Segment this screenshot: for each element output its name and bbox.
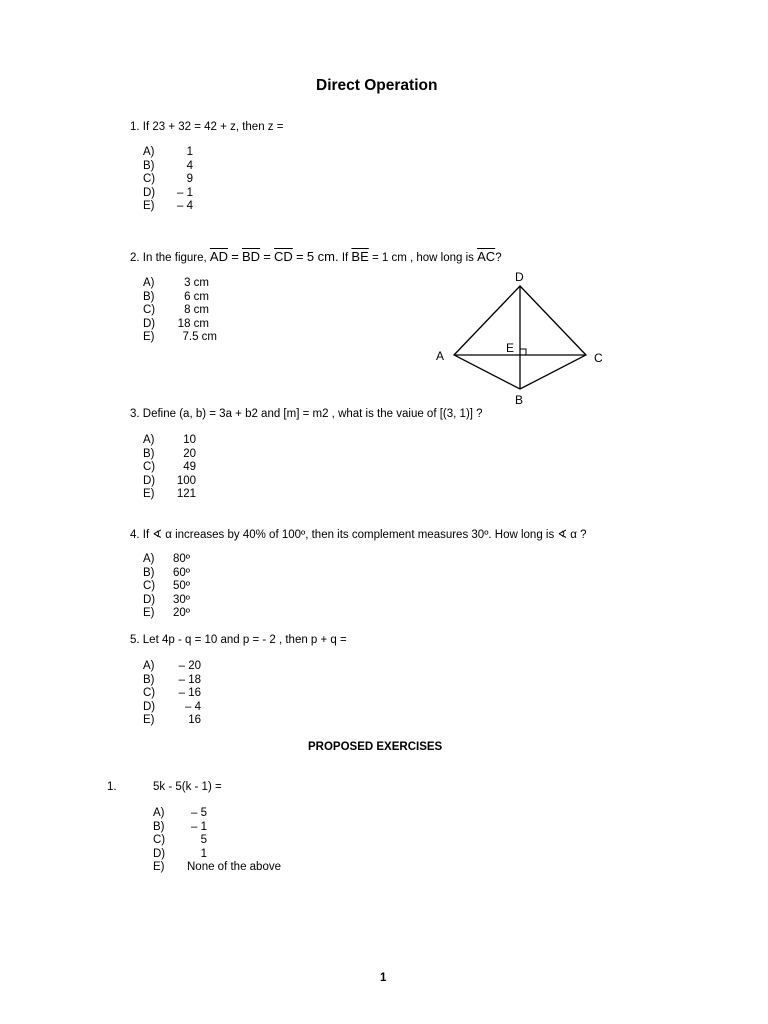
question-1-text: 1. If 23 + 32 = 42 + z, then z = (130, 121, 284, 133)
option-a: A) 3 cm (143, 277, 209, 289)
segment-ac: $\overline{AC}$ (477, 249, 496, 264)
option-d: D) 30º (143, 593, 190, 606)
option-b: B) – 18 (143, 673, 201, 686)
option-a: A) – 20 (143, 660, 201, 672)
option-c: C) 49 (143, 461, 196, 474)
question-3-text: 3. Define (a, b) = 3a + b2 and [m] = m2 , what is the vaiue of [(3, 1)] ? (130, 408, 483, 420)
exercise-1-text: 5k - 5(k - 1) = (153, 781, 222, 793)
kite-figure (428, 266, 618, 412)
question-4-text: 4. If ∢ α increases by 40% of 100º, then its complement measures 30º. How long is ∢ α ? (130, 529, 587, 541)
page-title: Direct Operation (316, 77, 438, 94)
option-a: A) 10 (143, 434, 196, 446)
angle-symbol: ∢ α (152, 529, 172, 541)
option-c: C) 50º (143, 580, 190, 593)
label-b: B (515, 393, 524, 407)
option-d: D) 1 (153, 847, 207, 860)
question-4-options (143, 553, 190, 621)
question-3-options (143, 434, 196, 502)
option-b: B) 4 (143, 159, 193, 172)
question-5-options (143, 660, 201, 728)
option-d: D) 18 cm (143, 317, 209, 330)
page-number: 1 (380, 972, 387, 984)
option-b: B) 6 cm (143, 290, 209, 303)
option-b: B) 20 (143, 447, 196, 460)
option-e: E) None of the above (153, 861, 281, 874)
proposed-exercises-heading: PROPOSED EXERCISES (308, 741, 443, 753)
option-e: E) 16 (143, 714, 201, 727)
option-c: C) 5 (153, 834, 207, 847)
option-c: C) 8 cm (143, 304, 209, 317)
option-a: A) – 5 (153, 807, 207, 819)
option-b: B) – 1 (153, 820, 207, 833)
question-2-options (143, 277, 217, 345)
option-d: D) – 1 (143, 186, 193, 199)
label-e: E (506, 341, 515, 355)
option-c: C) – 16 (143, 687, 201, 700)
expression: [(3, 1)] ? (439, 408, 483, 420)
option-d: D) – 4 (143, 700, 201, 713)
segment-cd: $\overline{CD}$ (274, 249, 293, 264)
option-c: C) 9 (143, 173, 193, 186)
option-e: E) 121 (143, 488, 196, 501)
option-e: E) 20º (143, 607, 190, 620)
segment-bd: $\overline{BD}$ (241, 249, 261, 264)
segment-ad: $\overline{AD}$ (209, 249, 228, 264)
option-a: A) 80º (143, 553, 190, 565)
angle-symbol: ∢ α (557, 529, 577, 541)
option-e: E) 7.5 cm (143, 331, 217, 344)
option-b: B) 60º (143, 566, 190, 579)
exercise-1-options (153, 807, 281, 875)
segment-be: $\overline{BE}$ (351, 249, 369, 264)
question-5-text: 5. Let 4p - q = 10 and p = - 2 , then p + q = (130, 634, 347, 646)
label-d: D (515, 270, 524, 284)
option-a: A) 1 (143, 146, 193, 158)
question-1-options (143, 146, 193, 214)
label-a: A (436, 349, 445, 363)
option-d: D) 100 (143, 474, 196, 487)
label-c: C (594, 351, 603, 365)
exercise-1-number: 1. (107, 781, 117, 793)
right-angle-mark (520, 349, 526, 355)
option-e: E) – 4 (143, 200, 193, 213)
question-2-text: 2. In the figure, $\overline{AD} = \overline{BD} = \overline{CD} = 5$ cm. If $\overline{BE} = 1$ cm , how long is $\overline{AC}$? (130, 249, 502, 264)
